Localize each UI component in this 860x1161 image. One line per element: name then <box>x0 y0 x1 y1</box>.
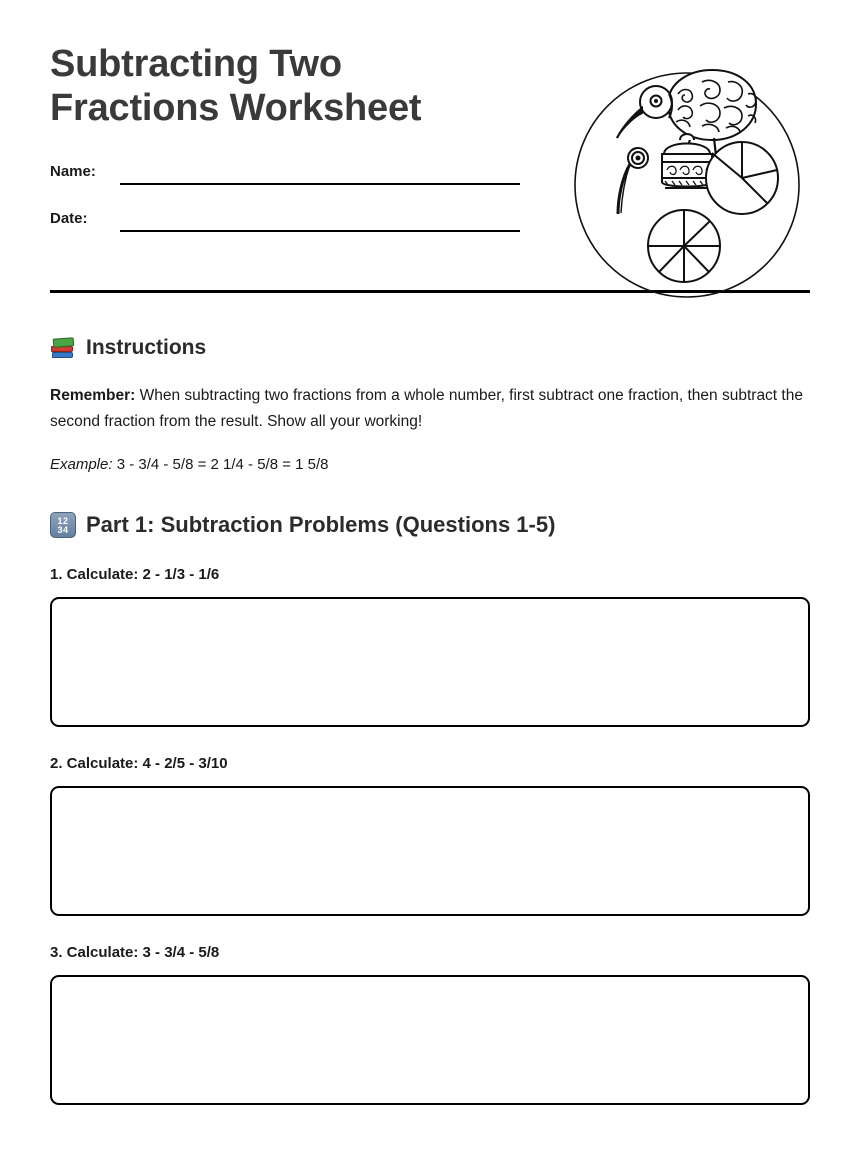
question-item <box>50 566 810 727</box>
name-field-input[interactable] <box>120 183 520 185</box>
example-line <box>50 454 810 476</box>
remember-label: Remember: <box>50 387 136 404</box>
answer-box[interactable] <box>50 786 810 916</box>
date-field-row <box>50 202 520 249</box>
worksheet-header <box>50 0 810 290</box>
remember-text: When subtracting two fractions from a whole number, first subtract one fraction, then subtract the second fraction from the result. Show all your working! <box>50 387 803 430</box>
part1-heading-label: Part 1: Subtraction Problems (Questions 1-5) <box>86 512 556 537</box>
instructions-heading-label: Instructions <box>86 336 207 359</box>
page-title: Subtracting Two Fractions Worksheet <box>50 43 422 129</box>
question-item <box>50 755 810 916</box>
question-text: 2. Calculate: 4 - 2/5 - 3/10 <box>50 755 228 772</box>
part1-heading <box>50 512 810 538</box>
answer-box[interactable] <box>50 975 810 1105</box>
answer-box[interactable] <box>50 597 810 727</box>
instructions-heading <box>50 335 810 361</box>
numbers-icon-bottom: 34 <box>57 524 69 535</box>
question-text: 3. Calculate: 3 - 3/4 - 5/8 <box>50 944 220 961</box>
example-label: Example: <box>50 456 113 473</box>
kiwi-fractions-emblem-icon <box>572 58 802 308</box>
numbers-icon-top: 12 <box>57 515 69 526</box>
remember-paragraph <box>50 383 810 435</box>
example-expression: 3 - 3/4 - 5/8 = 2 1/4 - 5/8 = 1 5/8 <box>116 456 329 473</box>
books-icon <box>50 335 76 361</box>
name-field-row <box>50 155 520 202</box>
question-text: 1. Calculate: 2 - 1/3 - 1/6 <box>50 566 220 583</box>
input-numbers-icon <box>50 512 76 538</box>
question-item <box>50 944 810 1105</box>
name-field-label: Name: <box>50 163 96 180</box>
student-info-fields <box>50 155 520 249</box>
date-field-input[interactable] <box>120 230 520 232</box>
date-field-label: Date: <box>50 210 88 227</box>
